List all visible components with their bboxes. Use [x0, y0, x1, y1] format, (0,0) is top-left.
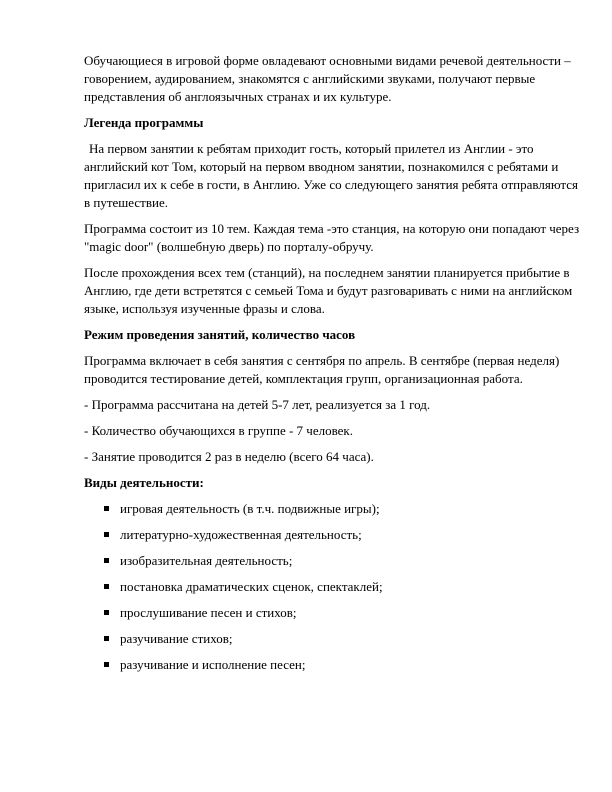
list-item-text: литературно-художественная деятельность;: [120, 527, 362, 542]
list-item-text: разучивание стихов;: [120, 631, 233, 646]
list-item: [84, 552, 584, 570]
list-item-text: постановка драматических сценок, спектаклей;: [120, 579, 383, 594]
list-item: [84, 578, 584, 596]
square-bullet-icon: [104, 506, 109, 511]
square-bullet-icon: [104, 584, 109, 589]
square-bullet-icon: [104, 610, 109, 615]
square-bullet-icon: [104, 532, 109, 537]
list-item: [84, 500, 584, 518]
square-bullet-icon: [104, 662, 109, 667]
list-item-text: игровая деятельность (в т.ч. подвижные игры);: [120, 501, 380, 516]
intro-paragraph: Обучающиеся в игровой форме овладевают основными видами речевой деятельности – говорением, аудированием, знакомятся с английскими звуками, получают первые представления об англоязычных странах и их культуре.: [84, 53, 571, 104]
list-item-text: разучивание и исполнение песен;: [120, 657, 306, 672]
activities-heading: Виды деятельности:: [84, 475, 204, 490]
legend-paragraph-3: После прохождения всех тем (станций), на последнем занятии планируется прибытие в Англию, где дети встретятся с семьей Тома и будут разговаривать с ними на английском языке, используя изученные фразы и слова.: [84, 265, 573, 316]
schedule-paragraph-3: - Количество обучающихся в группе - 7 человек.: [84, 423, 353, 438]
list-item-text: прослушивание песен и стихов;: [120, 605, 297, 620]
list-item: [84, 526, 584, 544]
list-item: [84, 656, 584, 674]
legend-heading: Легенда программы: [84, 115, 204, 130]
document-page: [84, 52, 584, 682]
schedule-paragraph-1: Программа включает в себя занятия с сентября по апрель. В сентябре (первая неделя) проводится тестирование детей, комплектация групп, организационная работа.: [84, 353, 560, 386]
square-bullet-icon: [104, 636, 109, 641]
list-item: [84, 604, 584, 622]
legend-paragraph-2: Программа состоит из 10 тем. Каждая тема -это станция, на которую они попадают через "magic door" (волшебную дверь) по порталу-обручу.: [84, 221, 580, 254]
schedule-paragraph-4: - Занятие проводится 2 раз в неделю (всего 64 часа).: [84, 449, 374, 464]
square-bullet-icon: [104, 558, 109, 563]
schedule-heading: Режим проведения занятий, количество часов: [84, 327, 356, 342]
list-item-text: изобразительная деятельность;: [120, 553, 293, 568]
list-item: [84, 630, 584, 648]
legend-paragraph-1: На первом занятии к ребятам приходит гость, который прилетел из Англии - это английский кот Том, который на первом вводном занятии, познакомился с ребятами и пригласил их к себе в гости, в Англию. Уже со следующего занятия ребята отправляются в путешествие.: [84, 141, 578, 210]
schedule-paragraph-2: - Программа рассчитана на детей 5-7 лет, реализуется за 1 год.: [84, 397, 431, 412]
activities-list: [84, 500, 584, 674]
